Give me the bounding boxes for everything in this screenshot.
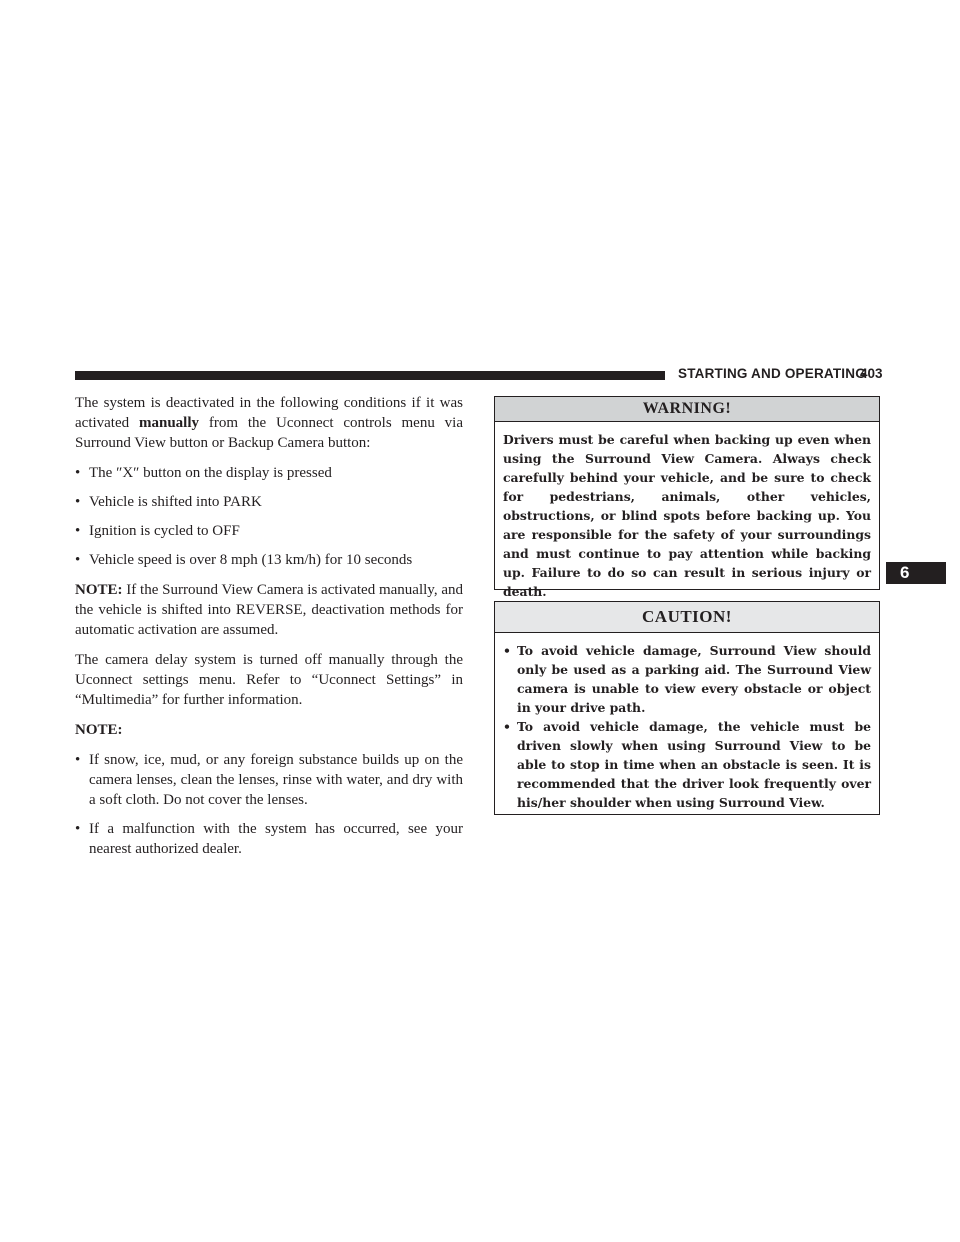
caution-box: [494, 601, 880, 815]
warning-title: WARNING!: [495, 397, 879, 422]
list-item: • To avoid vehicle damage, Surround View should only be used as a parking aid. The Surround View camera is unable to view every obstacle or object in your drive path.: [503, 641, 871, 717]
list-item: • The ″X″ button on the display is pressed: [75, 463, 463, 483]
chapter-tab[interactable]: 6: [886, 562, 946, 584]
delay-paragraph: The camera delay system is turned off manually through the Uconnect settings menu. Refer to “Uconnect Settings” in “Multimedia” for further information.: [75, 652, 463, 708]
intro-paragraph: [75, 393, 463, 453]
list-item: • To avoid vehicle damage, the vehicle must be driven slowly when using Surround View to be able to stop in time when an obstacle is seen. It is recommended that the driver look frequently over his/her shoulder when using Surround View.: [503, 717, 871, 812]
deactivation-conditions-list: [75, 463, 463, 570]
note-text: If the Surround View Camera is activated manually, and the vehicle is shifted into REVERSE, deactivation methods for automatic activation are assumed.: [75, 582, 463, 638]
caution-title: CAUTION!: [495, 602, 879, 633]
section-title: STARTING AND OPERATING: [678, 366, 866, 381]
list-item: • Ignition is cycled to OFF: [75, 521, 463, 541]
notes-list: [75, 750, 463, 859]
note-heading: NOTE:: [75, 722, 123, 738]
list-item: • If snow, ice, mud, or any foreign substance builds up on the camera lenses, clean the lenses, rinse with water, and dry with a soft cloth. Do not cover the lenses.: [75, 750, 463, 810]
warning-text: Drivers must be careful when backing up even when using the Surround View Camera. Always check carefully behind your vehicle, and be sure to check for pedestrians, animals, other vehicles, obstructions, or blind spots before backing up. You are responsible for the safety of your surroundings and must continue to pay attention while backing up. Failure to do so can result in serious injury or death.: [503, 432, 871, 599]
page-number: 403: [860, 366, 883, 381]
intro-text-end: from the Uconnect controls menu via Surround View button or Backup Camera button:: [75, 415, 463, 451]
caution-list: [503, 641, 871, 812]
header-rule: [75, 371, 665, 380]
intro-emphasis: manually: [138, 415, 199, 431]
intro-text: The system is deactivated in the following conditions if it was activated: [75, 395, 463, 431]
left-column: [75, 393, 463, 869]
list-item: • If a malfunction with the system has occurred, see your nearest authorized dealer.: [75, 819, 463, 859]
list-item: • Vehicle speed is over 8 mph (13 km/h) for 10 seconds: [75, 550, 463, 570]
list-item: • Vehicle is shifted into PARK: [75, 492, 463, 512]
warning-box: [494, 396, 880, 599]
note-label: NOTE:: [75, 582, 123, 598]
caution-body: [495, 633, 879, 820]
note-paragraph: [75, 580, 463, 640]
